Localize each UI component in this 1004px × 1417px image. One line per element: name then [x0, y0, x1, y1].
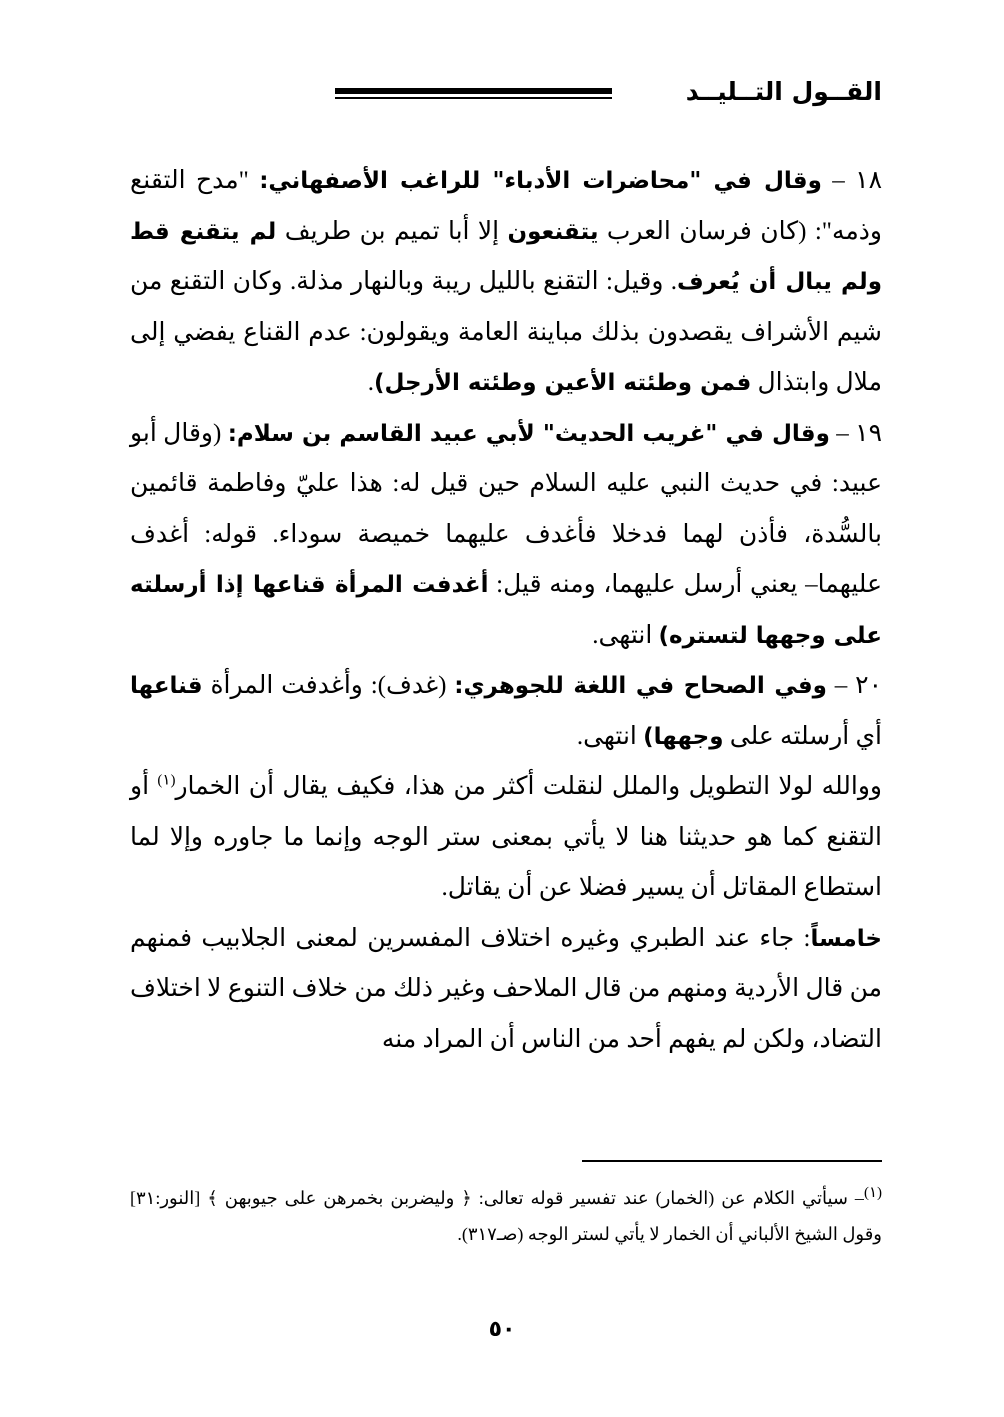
footnote-separator — [582, 1160, 882, 1162]
paragraph-20 — [130, 661, 882, 762]
paragraph-18 — [130, 156, 882, 409]
section-label: خامساً — [810, 925, 882, 952]
body-span: . وقيل: التقنع بالليل ريبة وبالنهار مذلة. وكان التقنع من شيم الأشراف يقصدون بذلك مباينة العامة ويقولون: عدم القناع يفضي إلى ملال وابتذال — [130, 268, 882, 396]
paragraph-21 — [130, 762, 882, 914]
footnote-number: (١) — [863, 1185, 882, 1201]
body-span: "مدح التقنع وذمه": (كان فرسان العرب — [130, 167, 882, 245]
paragraph-number: ١٨ – — [821, 167, 882, 194]
header-rule — [335, 88, 612, 99]
running-header — [130, 72, 882, 112]
footnote — [130, 1180, 882, 1252]
paragraph-22 — [130, 914, 882, 1066]
body-span: انتهى. — [592, 621, 659, 649]
emphasis: وجهها) — [643, 723, 724, 750]
body-span: : جاء عند الطبري وغيره اختلاف المفسرين لمعنى الجلابيب فمنهم من قال الأردية ومنهم من قال الملاحف وغير ذلك من خلاف التنوع لا اختلاف التضاد، ولكن لم يفهم أحد من الناس أن المراد منه — [130, 924, 882, 1053]
emphasis: يتقنعون — [507, 218, 599, 245]
source-citation: وفي الصحاح في اللغة للجوهري: — [454, 673, 827, 699]
body-span: ووالله لولا التطويل والملل لنقلت أكثر من هذا، فكيف يقال أن الخمار — [175, 773, 882, 800]
paragraph-19 — [130, 409, 882, 662]
body-span: إلا أبا تميم بن طريف — [276, 217, 508, 245]
body-span: . — [367, 369, 374, 396]
source-citation: وقال في "محاضرات الأدباء" للراغب الأصفهاني: — [259, 168, 822, 194]
emphasis: فمن وطئته الأعين وطئته الأرجل) — [374, 370, 752, 396]
body-span: أي أرسلته على — [723, 722, 882, 750]
body-span: (غدف): وأغدفت المرأة — [202, 672, 455, 699]
paragraph-number: ٢٠ – — [826, 672, 883, 699]
header-title: القــول التــليــد — [685, 77, 882, 106]
body-span: انتهى. — [576, 722, 644, 750]
footnote-text: – سيأتي الكلام عن (الخمار) عند تفسير قوله تعالى: ﴿ وليضربن بخمرهن على جيوبهن ﴾ [النور:٣١] وقول الشيخ الألباني أن الخمار لا يأتي لستر الوجه (صـ٣١٧). — [130, 1188, 882, 1244]
emphasis: قناعها — [130, 673, 203, 699]
page-number: ٥٠ — [488, 1317, 516, 1342]
footnote-marker[interactable]: (١) — [157, 772, 176, 789]
body-span: أو التقنع كما هو حديثنا هنا لا يأتي بمعنى ستر الوجه وإنما ما جاوره وإلا لما استطاع المقاتل أن يسير فضلا عن أن يقاتل. — [130, 773, 882, 901]
emphasis: أغدفت المرأة قناعها إذا أرسلته على وجهها لتستره) — [130, 572, 882, 649]
emphasis: لم يتقنع قط ولم يبال أن يُعرف — [130, 218, 882, 295]
source-citation: وقال في "غريب الحديث" لأبي عبيد القاسم بن سلام: — [227, 420, 830, 447]
body-span: (وقال أبو عبيد: في حديث النبي عليه السلام حين قيل له: هذا عليّ وفاطمة قائمين بالسُّدة، فأذن لهما فدخلا فأغدف عليهما خميصة سوداء. قوله: أغدف عليهما– يعني أرسل عليهما، ومنه قيل: — [130, 419, 882, 598]
body-text — [130, 156, 882, 1065]
paragraph-number: ١٩ – — [829, 419, 883, 447]
